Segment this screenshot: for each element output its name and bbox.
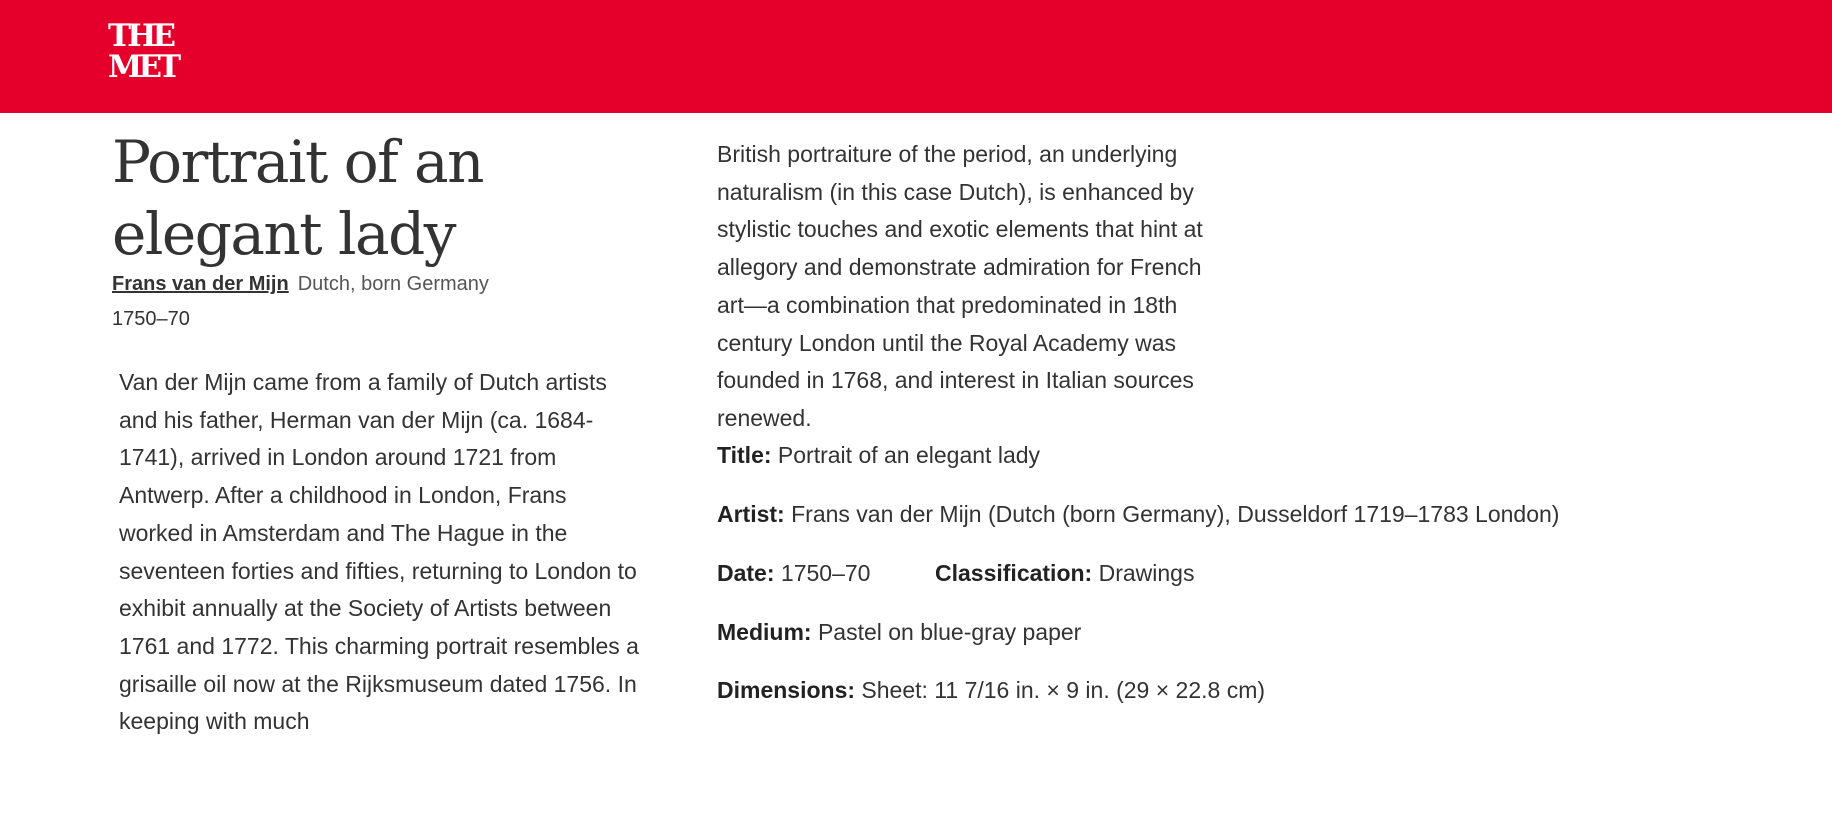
- logo-line-2: MET: [108, 49, 178, 85]
- description-part-1: Van der Mijn came from a family of Dutch artists and his father, Herman van der Mijn (ca. 1684-1741), arrived in London around 1721 from Antwerp. After a childhood in London, Frans worked in Amsterdam and The Hague in the seventeen forties and fifties, returning to London to exhibit annually at the Society of Artists between 1761 and 1772. This charming portrait resembles a grisaille oil now at the Rijksmuseum dated 1756. In keeping with much: [119, 369, 639, 735]
- detail-artist-value: Frans van der Mijn (Dutch (born Germany), Dusseldorf 1719–1783 London): [791, 501, 1560, 527]
- detail-date-value: 1750–70: [780, 560, 871, 586]
- detail-title-label: Title:: [717, 442, 772, 468]
- artwork-date: 1750–70: [112, 308, 190, 330]
- met-logo[interactable]: [108, 18, 178, 85]
- logo-line-1: THE: [108, 18, 172, 54]
- detail-title: [717, 438, 1040, 472]
- detail-medium: [717, 615, 1081, 649]
- artist-nationality: Dutch, born Germany: [297, 273, 489, 295]
- detail-dimensions-label: Dimensions:: [717, 677, 856, 703]
- site-header: [0, 0, 1832, 113]
- artwork-title: Portrait of an elegant lady: [112, 128, 483, 268]
- detail-date-label: Date:: [717, 560, 775, 586]
- description-part-2: British portraiture of the period, an underlying naturalism (in this case Dutch), is enhanced by stylistic touches and exotic elements that hint at allegory and demonstrate admiration for French art—a combination that predominated in 18th century London until the Royal Academy was founded in 1768, and interest in Italian sources renewed.: [717, 141, 1203, 431]
- detail-dimensions-value: Sheet: 11 7/16 in. × 9 in. (29 × 22.8 cm): [861, 677, 1266, 703]
- detail-dimensions: [717, 673, 1265, 707]
- detail-date-classification: [717, 556, 1317, 590]
- detail-artist: [717, 497, 1559, 531]
- detail-date: [717, 560, 870, 586]
- detail-classification: [935, 556, 1194, 590]
- detail-title-value: Portrait of an elegant lady: [777, 442, 1041, 468]
- detail-classification-label: Classification:: [935, 560, 1093, 586]
- artist-line: [112, 270, 642, 298]
- detail-medium-label: Medium:: [717, 619, 812, 645]
- detail-artist-label: Artist:: [717, 501, 785, 527]
- artist-link[interactable]: Frans van der Mijn: [112, 273, 289, 295]
- detail-medium-value: Pastel on blue-gray paper: [817, 619, 1082, 645]
- artwork-header: [112, 126, 642, 333]
- detail-classification-value: Drawings: [1098, 560, 1195, 586]
